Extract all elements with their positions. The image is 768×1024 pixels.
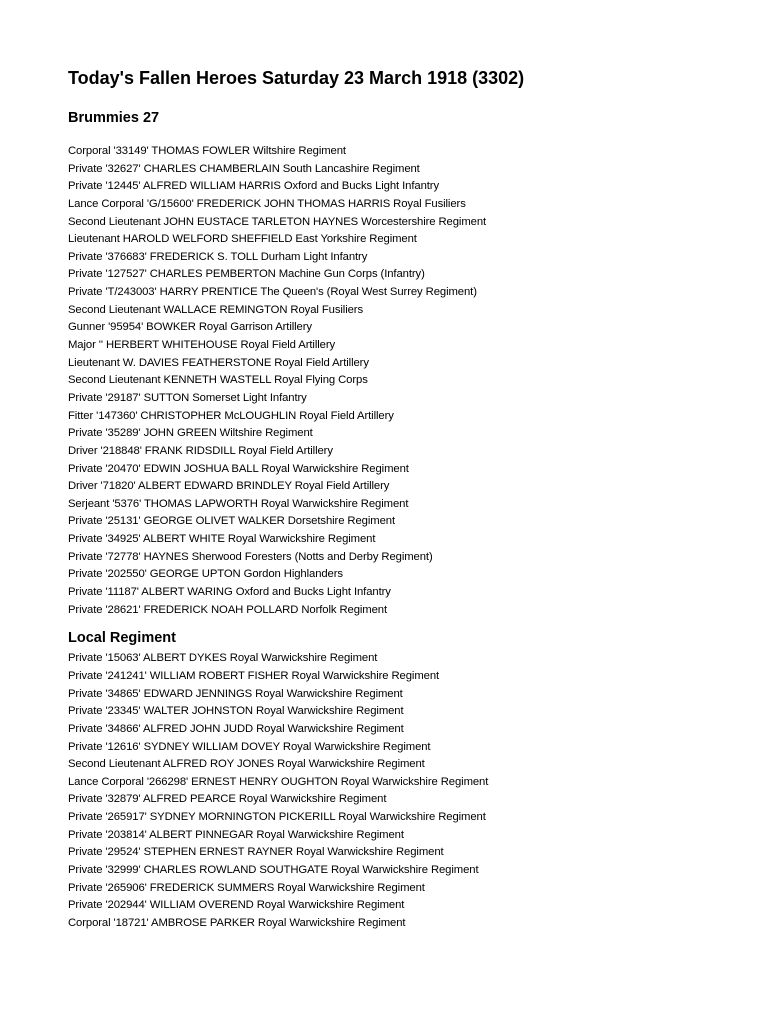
list-item: Gunner '95954' BOWKER Royal Garrison Artillery	[68, 321, 312, 334]
list-item: Private '34925' ALBERT WHITE Royal Warwickshire Regiment	[68, 533, 376, 546]
list-item: Private '11187' ALBERT WARING Oxford and Bucks Light Infantry	[68, 586, 391, 599]
list-item: Private '12616' SYDNEY WILLIAM DOVEY Royal Warwickshire Regiment	[68, 740, 431, 753]
list-item: Second Lieutenant ALFRED ROY JONES Royal Warwickshire Regiment	[68, 758, 425, 771]
list-item: Private '12445' ALFRED WILLIAM HARRIS Oxford and Bucks Light Infantry	[68, 180, 440, 193]
list-item: Private '23345' WALTER JOHNSTON Royal Warwickshire Regiment	[68, 705, 404, 718]
list-item: Private '203814' ALBERT PINNEGAR Royal Warwickshire Regiment	[68, 828, 404, 841]
list-item: Private '241241' WILLIAM ROBERT FISHER Royal Warwickshire Regiment	[68, 669, 440, 682]
list-item: Lance Corporal '266298' ERNEST HENRY OUGHTON Royal Warwickshire Regiment	[68, 775, 489, 788]
section-heading-brummies: Brummies 27	[68, 110, 160, 126]
list-item: Private '20470' EDWIN JOSHUA BALL Royal Warwickshire Regiment	[68, 462, 409, 475]
list-item: Private '32627' CHARLES CHAMBERLAIN South Lancashire Regiment	[68, 162, 420, 175]
list-item: Private '34866' ALFRED JOHN JUDD Royal Warwickshire Regiment	[68, 722, 404, 735]
list-item: Private '265906' FREDERICK SUMMERS Royal Warwickshire Regiment	[68, 881, 425, 894]
list-item: Private '28621' FREDERICK NOAH POLLARD Norfolk Regiment	[68, 603, 388, 616]
list-item: Private '202944' WILLIAM OVEREND Royal Warwickshire Regiment	[68, 899, 405, 912]
list-item: Private '15063' ALBERT DYKES Royal Warwickshire Regiment	[68, 652, 378, 665]
list-item: Private 'T/243003' HARRY PRENTICE The Queen's (Royal West Surrey Regiment)	[68, 286, 477, 299]
list-item: Private '35289' JOHN GREEN Wiltshire Regiment	[68, 427, 313, 440]
list-item: Private '127527' CHARLES PEMBERTON Machine Gun Corps (Infantry)	[68, 268, 425, 281]
list-item: Private '202550' GEORGE UPTON Gordon Highlanders	[68, 568, 343, 581]
list-item: Lance Corporal 'G/15600' FREDERICK JOHN THOMAS HARRIS Royal Fusiliers	[68, 197, 466, 210]
list-item: Private '25131' GEORGE OLIVET WALKER Dorsetshire Regiment	[68, 515, 395, 528]
list-item: Lieutenant W. DAVIES FEATHERSTONE Royal Field Artillery	[68, 356, 369, 369]
section-heading-local-regiment: Local Regiment	[68, 630, 176, 647]
list-item: Second Lieutenant KENNETH WASTELL Royal Flying Corps	[68, 374, 368, 387]
local-regiment-list	[68, 650, 758, 932]
page-title: Today's Fallen Heroes Saturday 23 March 1918 (3302)	[68, 68, 525, 88]
list-item: Serjeant '5376' THOMAS LAPWORTH Royal Warwickshire Regiment	[68, 497, 409, 510]
list-item: Corporal '33149' THOMAS FOWLER Wiltshire Regiment	[68, 145, 346, 157]
list-item: Corporal '18721' AMBROSE PARKER Royal Warwickshire Regiment	[68, 916, 406, 929]
list-item: Private '32879' ALFRED PEARCE Royal Warwickshire Regiment	[68, 793, 387, 806]
list-item: Major '' HERBERT WHITEHOUSE Royal Field Artillery	[68, 339, 336, 352]
list-item: Private '29187' SUTTON Somerset Light Infantry	[68, 391, 307, 404]
list-item: Private '34865' EDWARD JENNINGS Royal Warwickshire Regiment	[68, 687, 403, 700]
brummies-list	[68, 143, 758, 619]
list-item: Lieutenant HAROLD WELFORD SHEFFIELD East Yorkshire Regiment	[68, 233, 417, 246]
list-item: Fitter '147360' CHRISTOPHER McLOUGHLIN Royal Field Artillery	[68, 409, 394, 422]
list-item: Private '32999' CHARLES ROWLAND SOUTHGATE Royal Warwickshire Regiment	[68, 863, 479, 876]
list-item: Driver '71820' ALBERT EDWARD BRINDLEY Royal Field Artillery	[68, 480, 390, 493]
list-item: Second Lieutenant JOHN EUSTACE TARLETON HAYNES Worcestershire Regiment	[68, 215, 487, 228]
list-item: Private '29524' STEPHEN ERNEST RAYNER Royal Warwickshire Regiment	[68, 846, 444, 859]
list-item: Private '72778' HAYNES Sherwood Foresters (Notts and Derby Regiment)	[68, 550, 433, 563]
list-item: Driver '218848' FRANK RIDSDILL Royal Field Artillery	[68, 444, 333, 457]
document-page	[68, 64, 758, 933]
list-item: Private '265917' SYDNEY MORNINGTON PICKERILL Royal Warwickshire Regiment	[68, 811, 486, 824]
list-item: Private '376683' FREDERICK S. TOLL Durham Light Infantry	[68, 250, 368, 263]
list-item: Second Lieutenant WALLACE REMINGTON Royal Fusiliers	[68, 303, 364, 316]
